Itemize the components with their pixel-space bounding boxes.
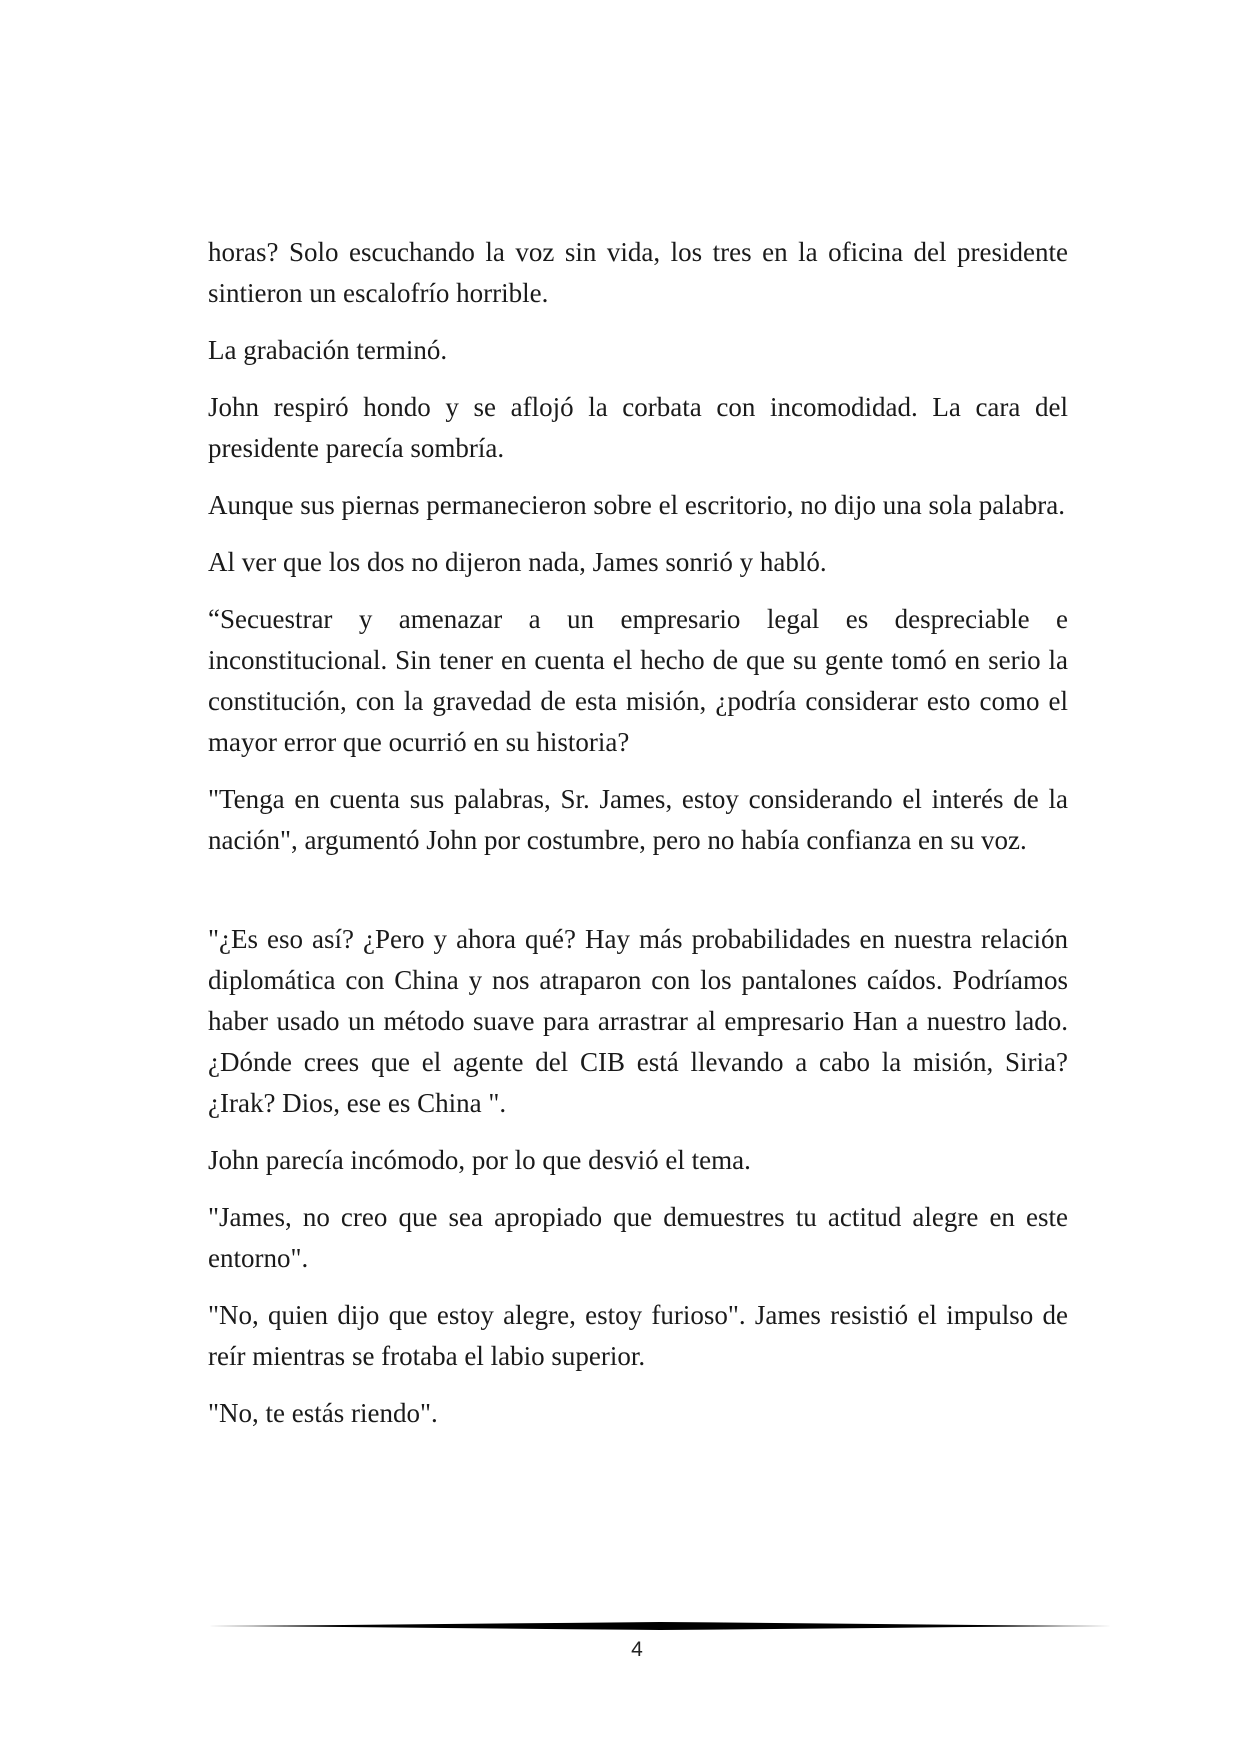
body-text	[208, 232, 1068, 1450]
paragraph: "No, te estás riendo".	[208, 1398, 438, 1428]
paragraph: "¿Es eso así? ¿Pero y ahora qué? Hay más probabilidades en nuestra relación diplomática con China y nos atraparon con los pantalones caídos. Podríamos haber usado un método suave para arrastrar al empresario Han a nuestro lado. ¿Dónde crees que el agente del CIB está llevando a cabo la misión, Siria? ¿Irak? Dios, ese es China ".	[208, 924, 1068, 1118]
paragraph: "James, no creo que sea apropiado que demuestres tu actitud alegre en este entorno".	[208, 1202, 1068, 1273]
paragraph: “Secuestrar y amenazar a un empresario legal es despreciable e inconstitucional. Sin tener en cuenta el hecho de que su gente tomó en serio la constitución, con la gravedad de esta misión, ¿podría considerar esto como el mayor error que ocurrió en su historia?	[208, 604, 1068, 757]
paragraph: "No, quien dijo que estoy alegre, estoy furioso". James resistió el impulso de reír mientras se frotaba el labio superior.	[208, 1300, 1068, 1371]
paragraph: Aunque sus piernas permanecieron sobre el escritorio, no dijo una sola palabra.	[208, 490, 1065, 520]
paragraph: John respiró hondo y se aflojó la corbata con incomodidad. La cara del presidente parecía sombría.	[208, 392, 1068, 463]
paragraph: La grabación terminó.	[208, 335, 448, 365]
paragraph: John parecía incómodo, por lo que desvió el tema.	[208, 1145, 751, 1175]
page-number: 4	[631, 1638, 643, 1661]
paragraph: "Tenga en cuenta sus palabras, Sr. James, estoy considerando el interés de la nación", argumentó John por costumbre, pero no había confianza en su voz.	[208, 784, 1068, 855]
footer-divider	[208, 1620, 1112, 1632]
paragraph: horas? Solo escuchando la voz sin vida, los tres en la oficina del presidente sintieron un escalofrío horrible.	[208, 237, 1068, 308]
paragraph: Al ver que los dos no dijeron nada, James sonrió y habló.	[208, 547, 827, 577]
